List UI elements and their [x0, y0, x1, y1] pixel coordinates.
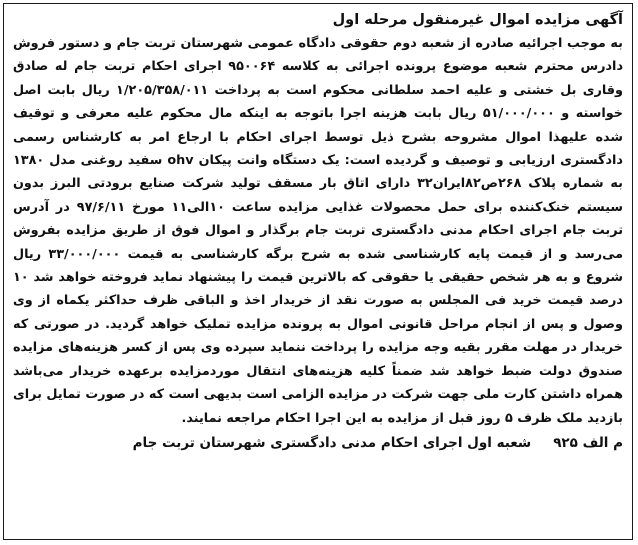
- notice-footer: [13, 431, 623, 455]
- notice-body: به موجب اجرائیه صادره از شعبه دوم حقوقی دادگاه عمومی شهرستان تربت جام و دستور فروش دادرس محترم شعبه موضوع پرونده اجرائی به کلاسه ۹۵۰۰۶۴ اجرای احکام تربت جام له صادق وقاری بل خشتی و علیه احمد سلطانی محکوم است به پرداخت ۱/۲۰۵/۳۵۸/۰۱۱ ریال بابت اصل خواسته و ۵۱/۰۰۰/۰۰۰ ریال بابت هزینه اجرا باتوجه به اینکه مال محکوم علیه معرفی و توقیف شده علیهذا اموال مشروحه بشرح ذیل توسط اجرای احکام با ارجاع امر به کارشناس رسمی دادگستری ارزیابی و توصیف و گردیده است: یک دستگاه وانت پیکان ohv سفید روغنی مدل ۱۳۸۰ به شماره پلاک ۲۶۸ص۸۲ایران۳۲ دارای اتاق بار مسقف تولید شرکت صنایع برودتی البرز بدون سیستم خنک‌کننده برای حمل محصولات غذایی مزایده ساعت ۱۰الی۱۱ مورخ ۹۷/۶/۱۱ در آدرس تربت جام اجرای احکام مدنی دادگستری تربت جام برگذار و اموال فوق از طریق مزایده بفروش می‌رسد و از قیمت پایه کارشناسی شده به شرح برگه کارشناسی به قیمت ۳۳/۰۰۰/۰۰۰ ریال شروع و به هر شخص حقیقی یا حقوقی که بالاترین قیمت را پیشنهاد نماید فروخته خواهد شد ۱۰ درصد قیمت خرید فی المجلس به صورت نقد از خریدار اخذ و الباقی ظرف حداکثر یکماه از وی وصول و پس از انجام مراحل قانونی اموال به پرونده مزایده تملیک خواهد گردید. در صورتی که خریدار در مهلت مقرر بقیه وجه مزایده را پرداخت ننماید سپرده وی پس از کسر هزینه‌های مزایده صندوق دولت ضبط خواهد شد ضمناً کلیه هزینه‌های انتقال موردمزایده برعهده خریدار می‌باشد همراه داشتن کارت ملی جهت شرکت در مزایده الزامی است بدیهی است که در صورت تمایل برای بازدید ملک ظرف ۵ روز قبل از مزایده به این اجرا احکام مراجعه نمایند.: [13, 36, 624, 426]
- notice-title: آگهی مزایده اموال غیرمنقول مرحله اول: [332, 12, 623, 28]
- auction-notice: [3, 3, 633, 540]
- notice-reference-code: م الف ۹۲۵: [553, 434, 623, 451]
- notice-issuer: شعبه اول اجرای احکام مدنی دادگستری شهرستان تربت جام: [132, 434, 532, 451]
